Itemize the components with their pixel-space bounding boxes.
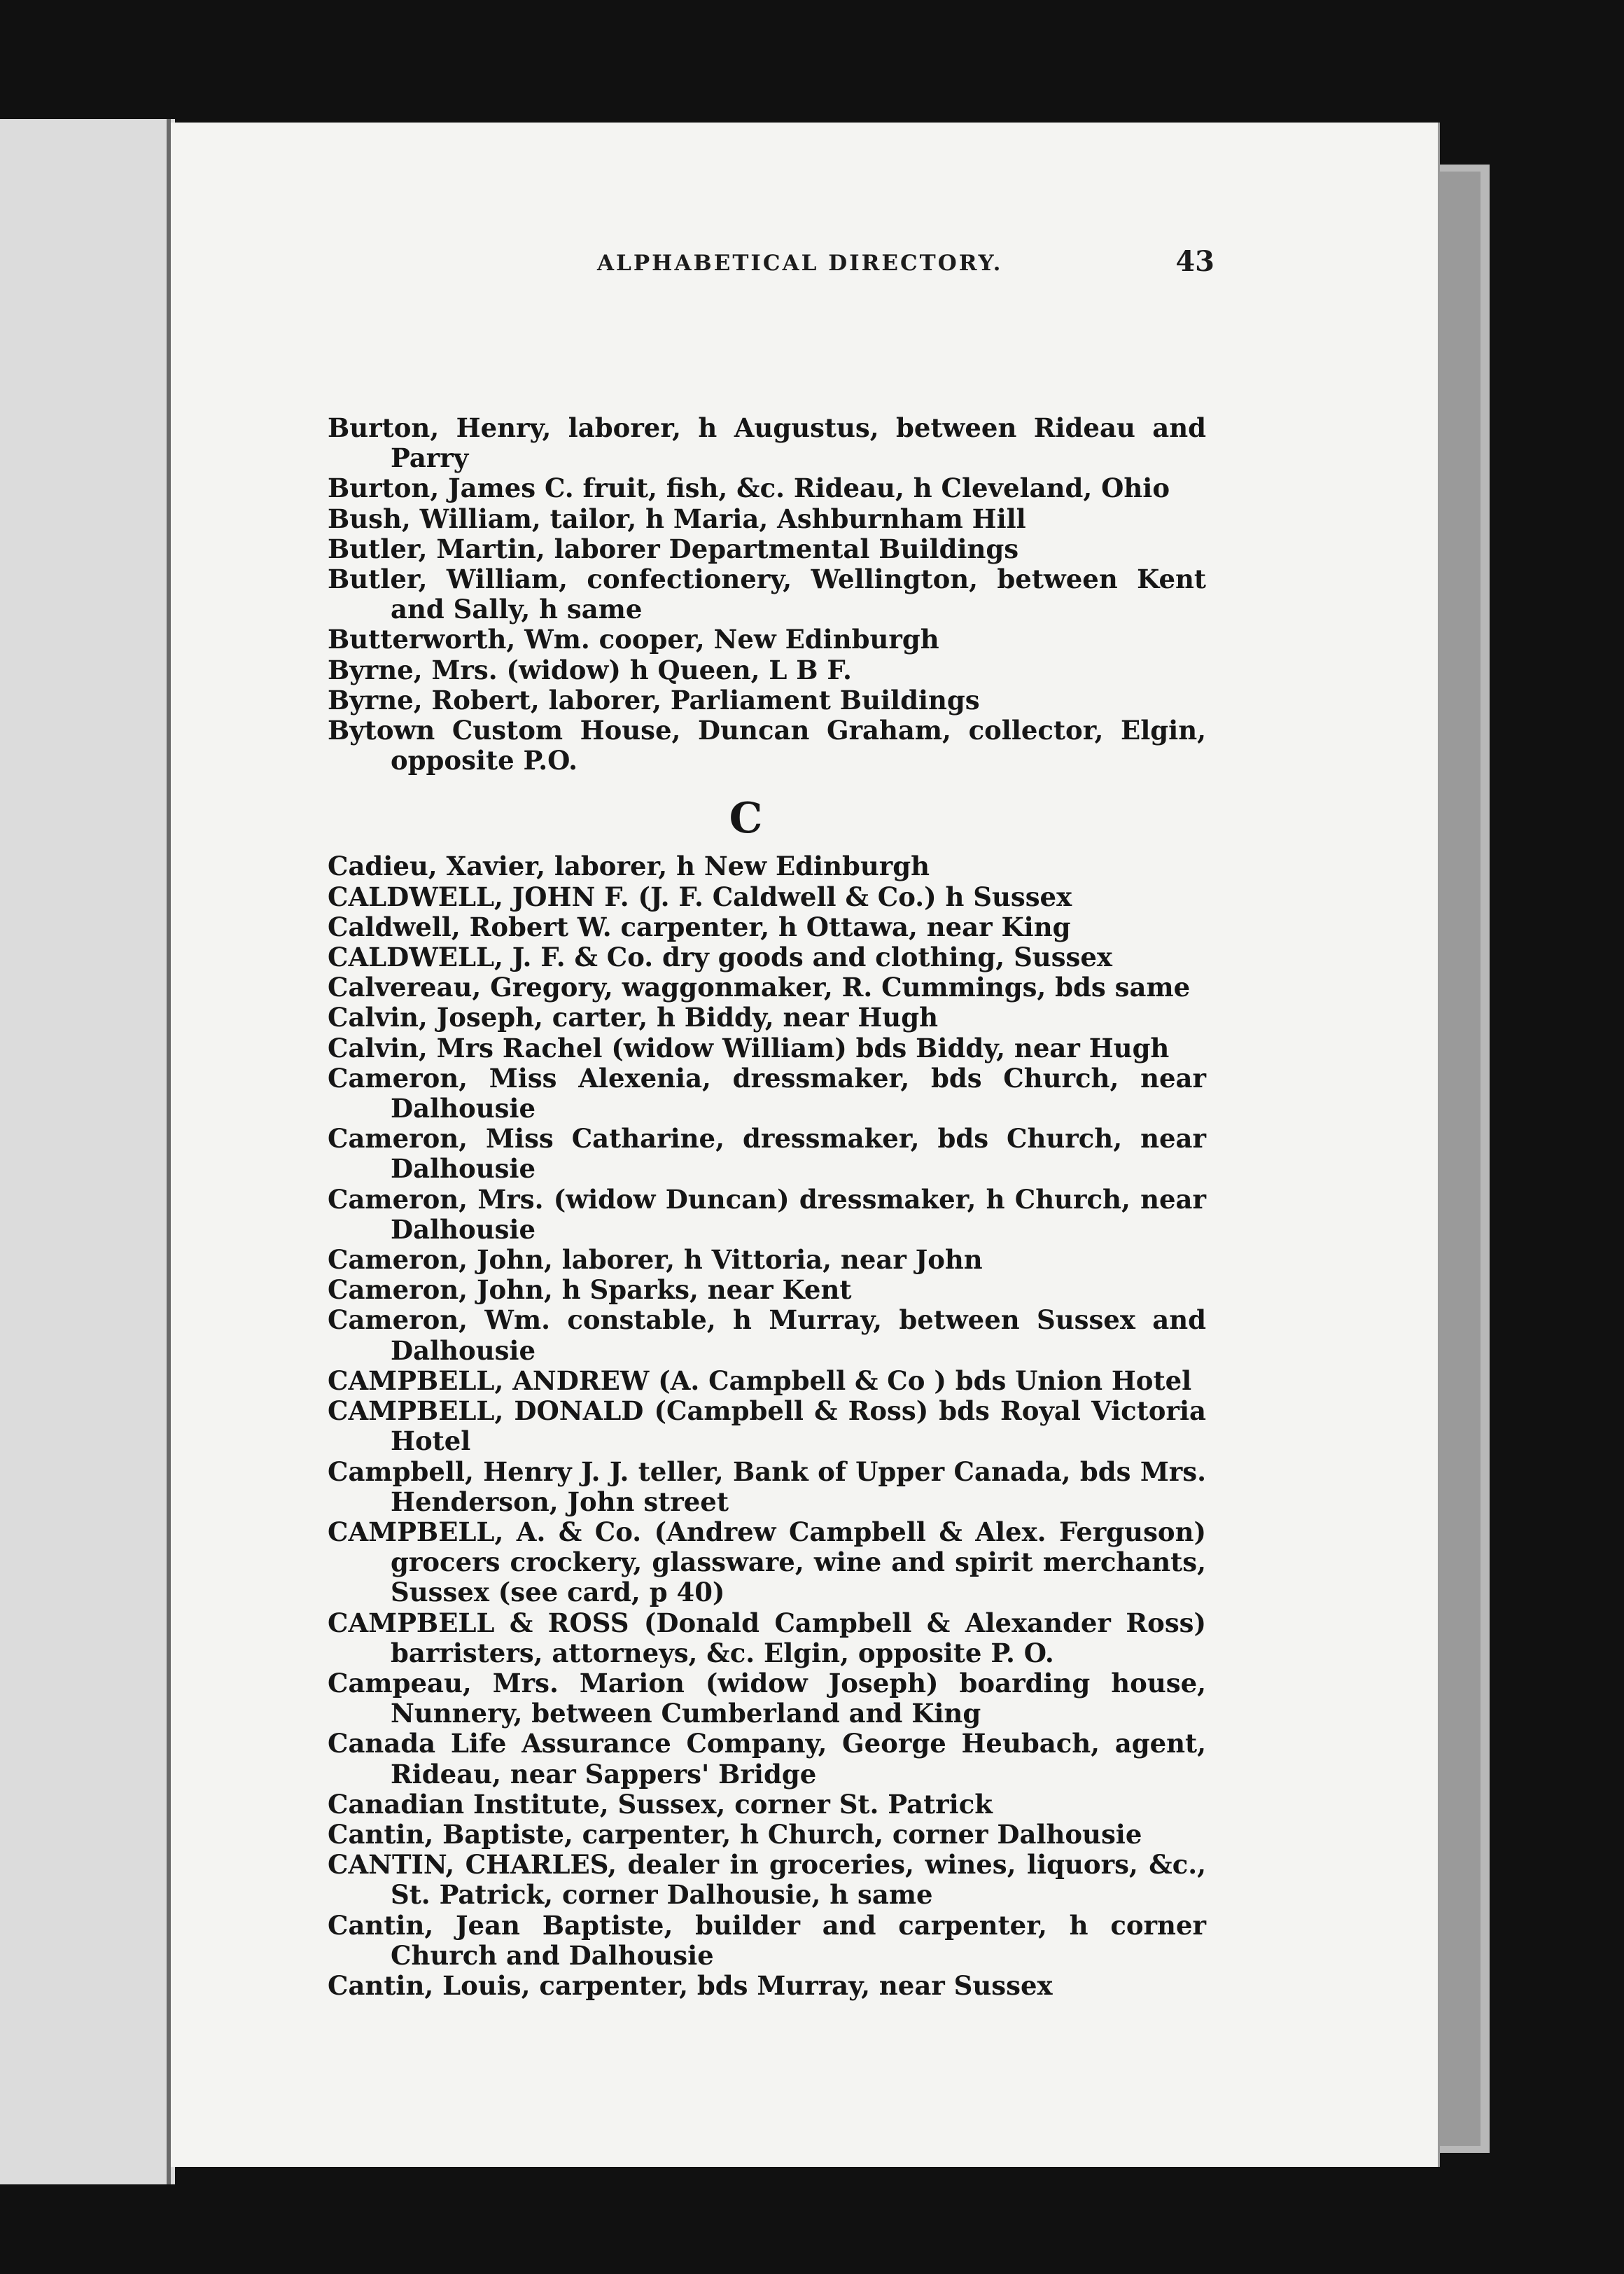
page-stack-back <box>1438 172 1480 2146</box>
directory-entry: Cadieu, Xavier, laborer, h New Edinburgh <box>328 851 930 882</box>
directory-entry: Butterworth, Wm. cooper, New Edinburgh <box>328 624 939 655</box>
directory-entry: Cantin, Baptiste, carpenter, h Church, corner Dalhousie <box>328 1818 1142 1850</box>
directory-entry: Cantin, Jean Baptiste, builder and carpenter, h corner Church and Dalhousie <box>328 1909 1206 1971</box>
directory-entry: Cameron, John, h Sparks, near Kent <box>328 1274 852 1306</box>
directory-entry: Butler, Martin, laborer Departmental Buildings <box>328 533 1019 564</box>
directory-entry: CAMPBELL & ROSS (Donald Campbell & Alexander Ross) barristers, attorneys, &c. Elgin, opposite P. O. <box>328 1607 1206 1668</box>
directory-entry: Calvin, Joseph, carter, h Biddy, near Hugh <box>328 1002 938 1033</box>
header-title: ALPHABETICAL DIRECTORY. <box>597 251 1003 276</box>
directory-entry: Cameron, Miss Alexenia, dressmaker, bds Church, near Dalhousie <box>328 1062 1206 1124</box>
directory-entries <box>328 413 1206 2001</box>
directory-entry: Cameron, Mrs. (widow Duncan) dressmaker, h Church, near Dalhousie <box>328 1183 1206 1245</box>
directory-entry: Byrne, Mrs. (widow) h Queen, L B F. <box>328 654 852 685</box>
directory-entry: CAMPBELL, ANDREW (A. Campbell & Co ) bds Union Hotel <box>328 1365 1192 1396</box>
running-header <box>438 238 1214 280</box>
directory-entry: Burton, James C. fruit, fish, &c. Rideau, h Cleveland, Ohio <box>328 473 1170 504</box>
directory-entry: Byrne, Robert, laborer, Parliament Buildings <box>328 684 980 716</box>
directory-entry: Campbell, Henry J. J. teller, Bank of Upper Canada, bds Mrs. Henderson, John street <box>328 1456 1206 1517</box>
directory-entry: Canada Life Assurance Company, George Heubach, agent, Rideau, near Sappers' Bridge <box>328 1728 1206 1790</box>
directory-entry: CAMPBELL, DONALD (Campbell & Ross) bds Royal Victoria Hotel <box>328 1395 1206 1457</box>
directory-entry: Bush, William, tailor, h Maria, Ashburnham Hill <box>328 503 1026 534</box>
directory-entry: Calvereau, Gregory, waggonmaker, R. Cummings, bds same <box>328 972 1191 1003</box>
directory-entry: Cameron, Wm. constable, h Murray, between Sussex and Dalhousie <box>328 1304 1206 1366</box>
facing-page-edge <box>0 119 175 2184</box>
directory-entry: Cantin, Louis, carpenter, bds Murray, near Sussex <box>328 1969 1053 2001</box>
directory-entry: CALDWELL, JOHN F. (J. F. Caldwell & Co.) h Sussex <box>328 881 1072 912</box>
directory-entry: Cameron, John, laborer, h Vittoria, near John <box>328 1244 983 1276</box>
directory-entry: Campeau, Mrs. Marion (widow Joseph) boarding house, Nunnery, between Cumberland and King <box>328 1667 1206 1729</box>
directory-entry: Calvin, Mrs Rachel (widow William) bds Biddy, near Hugh <box>328 1032 1170 1063</box>
directory-entry: Canadian Institute, Sussex, corner St. Patrick <box>328 1788 993 1820</box>
directory-entry: Butler, William, confectionery, Wellington, between Kent and Sally, h same <box>328 564 1206 625</box>
directory-entry: CAMPBELL, A. & Co. (Andrew Campbell & Alex. Ferguson) grocers crockery, glassware, wine and spirit merchants, Sussex (see card, p 40) <box>328 1516 1206 1608</box>
directory-entry: Burton, Henry, laborer, h Augustus, between Rideau and Parry <box>328 412 1206 474</box>
directory-entry: CANTIN, CHARLES, dealer in groceries, wines, liquors, &c., St. Patrick, corner Dalhousie, h same <box>328 1849 1206 1911</box>
directory-entry: CALDWELL, J. F. & Co. dry goods and clothing, Sussex <box>328 942 1112 973</box>
page-number: 43 <box>1175 245 1214 278</box>
directory-entry: Bytown Custom House, Duncan Graham, collector, Elgin, opposite P.O. <box>328 715 1206 776</box>
section-letter: C <box>729 794 763 844</box>
directory-entry: Caldwell, Robert W. carpenter, h Ottawa, near King <box>328 911 1071 942</box>
directory-entry: Cameron, Miss Catharine, dressmaker, bds Church, near Dalhousie <box>328 1123 1206 1185</box>
